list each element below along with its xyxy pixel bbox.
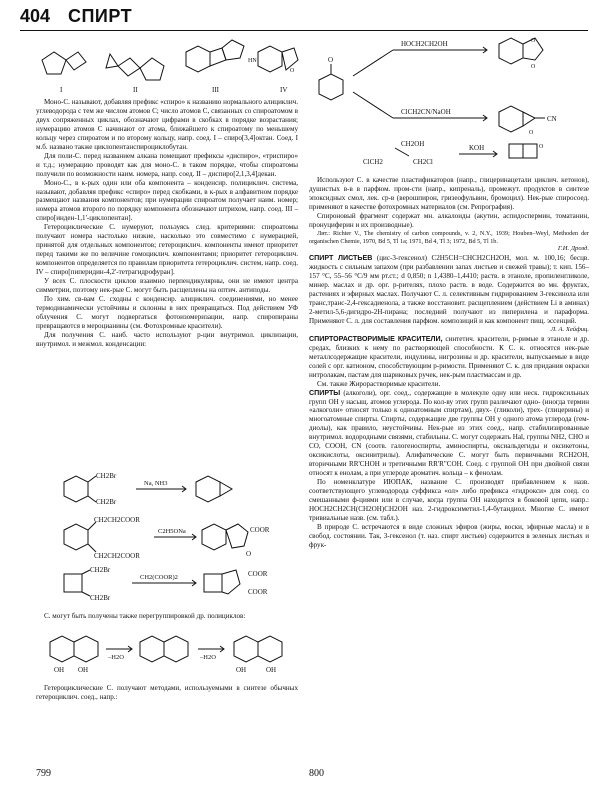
see-also-fat-soluble-dyes: См. также Жирорастворимые красители. <box>317 379 441 388</box>
reaction-2 <box>64 516 270 560</box>
author-signature-2: Л. А. Хейфиц. <box>550 325 589 333</box>
headword-alcohols: СПИРТЫ <box>309 388 341 397</box>
left-column-text-3 <box>36 684 298 702</box>
paragraph-alkaloids: Спироновый фрагмент содержат мн. алкалоиды (акутин, аспидоспермин, томатанин, пронуциферин и их производные). <box>309 211 589 229</box>
entry-spirit-soluble-dyes: СПИРТОРАСТВОРИМЫЕ КРАСИТЕЛИ, синтетич. красители, р-римые в этаноле и др. средах, близких к нему по растворяющей способности. К С. к. относятся нек-рые металлсодержащие красители, индулины, нигрозины и др. красители, выпускаемые в виде солей с орг. катионом, способствующим р-римости. Применяют С. к. для придания окраски нитролакам, пастам для шариковых ручек, нек-рым пластмассам и др. <box>309 334 589 379</box>
paragraph-poly-spiro-naming: Для поли-С. перед названием алкана помещают префиксы «диспиро», «триспиро» и т.д.; нумерацию проводят как для моно-С. в таком порядке, чтобы спироатомы получили по возможности наим. номера, напр. соед. II – диспиро[2,1,3,4]декан. <box>36 151 298 178</box>
paragraph-natural-occurrence: В природе С. встречаются в виде сложных эфиров (жиры, воски, эфирные масла) и в свобод. состоянии. Так, 3-гексенол (т. наз. спирт листьев) содержится в зеленых листьях и фрук- <box>309 522 589 549</box>
reaction-3-reagent: CH2(COOR)2 <box>140 574 178 581</box>
rearrangement-step-1: –H2O <box>108 654 124 661</box>
page-number: 404 <box>20 6 51 26</box>
product-hydroxyl-right: OH <box>266 666 277 674</box>
oxetane-reaction <box>363 140 544 166</box>
reaction-3 <box>64 566 268 602</box>
reaction-3-substituent-bottom: CH2Br <box>90 594 111 602</box>
spiro-structures-figure <box>36 38 298 94</box>
oxetane-oxygen: O <box>539 144 544 150</box>
reaction-2-substituent-bottom: CH2CH2COOR <box>94 552 140 560</box>
paragraph-condensed-spiro: Моно-С., в к-рых один или оба компонента – конденсир. полициклич. система, называют, добавляя префикс «спиро» перед скобками, в к-рых в алфавитном порядке размещают названия компонентов; при нумерации спироатом получает наим. номер; номера атомов второго по порядку компонента обозначают штрихом, напр. соед. III – спиро[инден-1,1'-циклопентан]. <box>36 178 298 223</box>
right-page-number: 800 <box>309 768 324 779</box>
structure-I <box>42 52 86 94</box>
paragraph-stereochemistry: У всех С. плоскости циклов взаимно перпендикулярны, они не имеют центра симметрии, поэтому нек-рые С. могут быть расщеплены на оптич. антиподы. <box>36 277 298 295</box>
paragraph-rearrangement: С. могут быть получены также перегруппировкой др. полициклов: <box>44 612 246 620</box>
substrate-chloromethyl-right: CH2Cl <box>413 158 433 166</box>
left-column-text-2 <box>36 612 298 621</box>
reaction-2-product-ester: COOR <box>250 526 270 534</box>
reaction-2-product-oxo: O <box>246 550 252 558</box>
left-column-text-1 <box>36 98 298 349</box>
entry-alcohols: СПИРТЫ (алкоголи), орг. соед., содержащие в молекуле одну или неск. гидроксильных групп ОН у насыщ. атомов углерода. По кол-ву этих групп различают одно- (иногда термин «алкоголи» относят только к одноатомным спиртам), двух- (гликоли), трех- (глицерины) и многоатомные спирты. Спирты, содержащие две группы ОН у одного атома углерода (гем-диолы), как правило, неустойчивы. Нек-рые из этих соед., напр. стабилизированные внутримол. водородными связями, стабильны. С. могут содержать Hal, группы NH2, CHO и CO, COOH, CN (соотв. галогеноспирты, аминоспирты, оксиальдегиды и оксикетоны, оксикислоты, оксинитрилы). Алифатические С. могут быть первичными RCH2OH, вторичными RR'CHOH и третичными RR'R"COH. Соед. с группой ОН при двойной связи относят к енолам, а при углероде ароматич. кольца – к фенолам. <box>309 388 589 478</box>
structure-label-IV: IV <box>280 86 288 94</box>
substrate-chloromethyl-left: ClCH2 <box>363 158 383 166</box>
product-hydroxyl-left: OH <box>236 666 247 674</box>
ketal-oxygen-top: O <box>531 38 536 44</box>
rearrangement-figure <box>36 632 298 680</box>
reaction-2-reagent: C2H5ONa <box>158 528 186 535</box>
reagent-ethylene-glycol: HOCH2CH2OH <box>401 40 448 48</box>
cyclohexanone <box>319 56 343 100</box>
reaction-1 <box>64 472 232 506</box>
structure-label-II: II <box>133 86 138 94</box>
structure-IV-NH-label: HN <box>248 58 257 64</box>
headword-leaf-alcohol: СПИРТ ЛИСТЬЕВ <box>309 254 373 263</box>
structure-III <box>186 40 244 94</box>
reaction-3-substituent-top: CH2Br <box>90 566 111 574</box>
paragraph-iupac-nomenclature: По номенклатуре ИЮПАК, название С. производят прибавлением к назв. соответствующего углеводорода суффикса «ол» либо префикса «гидрокси» для соед. со смешанными ф-циями или в случае, когда группа ОН находится в боковой цепи, напр.: HOCH2CH2CH(CH2OH)CH2OH наз. 2-гидроксиметил-1,4-бутандиол. Многие С. имеют тривиальные назв. (см. табл.). <box>309 478 589 522</box>
right-column-text <box>309 176 589 550</box>
paragraph-chemical-properties: По хим. св-вам С. сходны с конденсир. алициклич. соединениями, но менее термодинамически устойчивы и склонны в них превращаться. Под действием УФ облучения С. могут подвергаться фотоизомеризации, напр. спиропираны превращаются в мероцианины (см. Фотохромные красители). <box>36 294 298 330</box>
paragraph-synthesis-intro: Для получения С. наиб. часто используют р-ции внутримол. циклизации, внутримол. и межмол. конденсации: <box>36 330 298 348</box>
ketal-product <box>499 38 543 70</box>
epoxide-product <box>499 106 557 136</box>
reagent-koh: KOH <box>469 144 485 152</box>
reaction-1-reagent: Na, NH3 <box>144 480 168 487</box>
left-page-number: 799 <box>36 768 51 779</box>
paragraph-heterocyclic-synthesis: Гетероциклические С. получают методами, используемыми в синтезе обычных гетероциклич. соед., напр.: <box>36 684 298 701</box>
structure-label-III: III <box>212 86 219 94</box>
reaction-2-substituent-top: CH2CH2COOR <box>94 516 140 524</box>
author-signature-1: Г.И. Дрозд. <box>557 245 589 253</box>
diol-hydroxyl-left: OH <box>54 666 65 674</box>
header-rule <box>20 30 588 31</box>
ketone-oxygen: O <box>328 56 334 64</box>
rearrangement-step-2: –H2O <box>200 654 216 661</box>
structure-IV <box>248 46 298 94</box>
diol-hydroxyl-right: OH <box>78 666 89 674</box>
paragraph-mono-spiro-naming: Моно-С. называют, добавляя префикс «спиро» к названию нормального алициклич. углеводорода с тем же числом атомов С; число атомов С, связанных со спироатомом в двух сопряженных циклах, обозначают цифрами в скобках в порядке возрастания; нумерацию атомов С начинают от атома, ближайшего к спироатому по меньшему кольцу через спироатом и по второму кольцу, напр. соед. I – спиро[3,4]октан. Соед. I м.б. названо также циклопентанспироциклобутан. <box>36 98 298 151</box>
right-reactions-figure <box>309 36 589 172</box>
epoxide-oxygen: O <box>529 130 534 136</box>
running-headword: СПИРТ <box>68 6 133 26</box>
ketal-oxygen-bottom: O <box>531 64 536 70</box>
reagent-chloroacetonitrile: ClCH2CN/NaOH <box>401 108 451 116</box>
references: Лит.: Richter V., The chemistry of carbon compounds, v. 2, N.Y., 1939; Houben–Weyl, Methoden der organischen Chemie, 1970, Bd 5, Tl 1a; 1971, Bd 4, Tl 3; 1972, Bd 5, Tl 1b. <box>309 229 589 245</box>
headword-spirit-soluble-dyes: СПИРТОРАСТВОРИМЫЕ КРАСИТЕЛИ, <box>309 334 443 343</box>
reaction-3-product-ester-bottom: COOR <box>248 588 268 596</box>
paragraph-heterocyclic-numbering: Гетероциклические С. нумеруют, пользуясь след. критериями: спироатомы получают номера настолько низкие, насколько это совместимо с нумерацией, принятой для отдельных компонентов; гетероциклич. компоненты имеют приоритет перед такими же по величине гомоциклич. компонентами; приоритет гетероциклич. компонентов определяется по правилам приоритета гетероциклич. систем, напр. соед. IV – спиро[пиперидин-4,2'-тетрагидрофуран]. <box>36 223 298 277</box>
substrate-hydroxymethyl-top: CH2OH <box>401 140 425 148</box>
structure-label-I: I <box>60 86 63 94</box>
structure-II <box>106 54 164 94</box>
entry-leaf-alcohol: СПИРТ ЛИСТЬЕВ (цис-3-гексенол) C2H5CH=CHCH2CH2OH, мол. м. 100,16; бесцв. жидкость с сильным запахом (при разбавлении запах листьев и свежей травы); т. кип. 156–157 °C, 55–56 °C/9 мм рт.ст.; d 0,850; n 1,4380–1,4410; раств. в этаноле, пропиленгликоле, минер. маслах и др. орг. р-рителях, плохо раств. в воде. Содержится во мн. фруктах, растениях и эфирных маслах. Получают С. л. селективным гидрированием 3-гексинола или транс,транс-2,4-гексадиенола, а также восстановит. расщеплением (действием Li в аминах) 2-метил-5,6-дигидро-2Н-пирана; последний получают из пиперилена и параформа. Применяют С. л. для составления парфюм. композиций и как компонент пищ. эссенций. <box>309 254 589 325</box>
reaction-1-substituent-bottom: CH2Br <box>96 498 117 506</box>
reaction-1-substituent-top: CH2Br <box>96 472 117 480</box>
reaction-3-product-ester-top: COOR <box>248 570 268 578</box>
nitrile-group: CN <box>547 115 557 123</box>
paragraph-spiro-applications: Используют С. в качестве пластификаторов (напр., глицеринацетали циклич. кетонов), душистых в-в в парфюм. пром-сти (напр., кипреналь), промежут. продуктов в синтезе эпоксидных смол, лек. ср-в (верошпирон, гризеофульвин, бромоцил). Нек-рые спиросоед. применяют в качестве фотохромных материалов (см. Репрография). <box>309 176 589 211</box>
structure-IV-O-label: O <box>290 68 295 74</box>
synthesis-reactions-figure <box>36 470 298 610</box>
